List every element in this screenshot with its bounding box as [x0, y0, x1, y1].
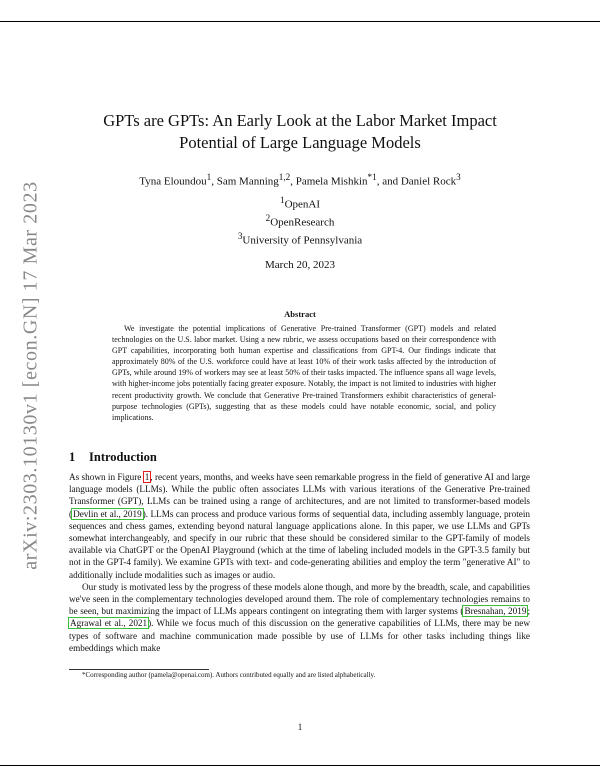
- text-run: ;: [527, 606, 530, 617]
- author-name: Sam Manning: [216, 175, 279, 188]
- affiliation-name: OpenResearch: [270, 216, 335, 229]
- affiliation: [70, 194, 530, 212]
- author-affil-sup: *1: [367, 172, 377, 182]
- title-line-1: GPTs are GPTs: An Early Look at the Labor Market Impact: [103, 111, 497, 130]
- author-affil-sup: 1,2: [278, 172, 291, 182]
- author-name: Tyna Eloundou: [139, 175, 207, 188]
- author-affil-sup: 1: [206, 172, 212, 182]
- affiliation: [70, 212, 530, 230]
- section-number: 1: [69, 450, 76, 464]
- author-affil-sup: 3: [456, 172, 461, 182]
- arxiv-id[interactable]: arXiv:2303.10130v1 [econ.GN] 17 Mar 2023: [19, 180, 42, 570]
- citation-link[interactable]: Bresnahan, 2019: [464, 606, 527, 617]
- author-name: Pamela Mishkin: [295, 175, 368, 188]
- author-name: Daniel Rock: [400, 175, 457, 188]
- affiliation-sup: 2: [265, 213, 271, 224]
- footnote-rule: [69, 669, 209, 670]
- citation-link[interactable]: Agrawal et al., 2021: [70, 618, 148, 629]
- affiliation: [70, 230, 530, 248]
- figure-link[interactable]: 1: [144, 472, 150, 482]
- abstract-text: We investigate the potential implications of Generative Pre-trained Transformer (GPT) models and related technologies on the U.S. labor market. Using a new rubric, we assess occupations based on their correspondence with GPT capabilities, incorporating both human expertise and classifications from GPT-4. Our findings indicate that approximately 80% of the U.S. workforce could have at least 10% of their work tasks affected by the introduction of GPTs, while around 19% of workers may see at least 50% of their tasks impacted. The influence spans all wage levels, with higher-income jobs potentially facing greater exposure. Notably, the impact is not limited to industries with higher recent productivity growth. We conclude that Generative Pre-trained Transformers exhibit characteristics of general-purpose technologies (GPTs), suggesting that as these models could have notable economic, social, and policy implications.: [112, 324, 496, 422]
- arxiv-stamp: [12, 180, 50, 570]
- text-run: As shown in Figure: [69, 472, 144, 482]
- abstract-heading: Abstract: [284, 309, 316, 319]
- footnote: *Corresponding author (pamela@openai.com). Authors contributed equally and are listed alphabetically.: [82, 671, 376, 679]
- paper-title: [70, 110, 530, 154]
- paragraph: [69, 581, 530, 654]
- affiliation-list: [70, 194, 530, 248]
- page-number: 1: [297, 722, 303, 732]
- section-heading: [69, 450, 157, 465]
- text-run: , recent years, months, and weeks have seen remarkable progress in the field of generative AI and large language models (LLMs). While the public often associates LLMs with various iterations of the Generative Pre-trained Transformer (GPT), LLMs can be trained using a range of architectures, and are not limited to transformer-based models (: [69, 472, 531, 519]
- text-run: Our study is motivated less by the progress of these models alone though, and more by the breadth, scale, and capabilities we've seen in the complementary technologies developed around them. The role of complementary technologies remains to be seen, but maximizing the impact of LLMs appears contingent on integrating them with larger systems (: [69, 581, 530, 617]
- paper-date: March 20, 2023: [265, 259, 335, 271]
- title-line-2: Potential of Large Language Models: [179, 133, 421, 152]
- body-text: [69, 471, 530, 654]
- affiliation-sup: 1: [279, 195, 285, 205]
- citation-link[interactable]: Devlin et al., 2019: [73, 508, 142, 519]
- text-run: ). LLMs can process and produce various forms of sequential data, including assembly language, protein sequences and chess games, extending beyond natural language applications alone. In this paper, we use LLMs and GPTs somewhat interchangeably, and specify in our rubric that these should be considered similar to the GPT-family of models available via ChatGPT or the OpenAI Playground (which at the time of labeling included models in the GPT-3.5 family but not in the GPT-4 family). We examine GPTs with text- and code-generating abilities and employ the term "generative AI" to additionally include modalities such as images or audio.: [69, 508, 530, 580]
- author-list: Tyna Eloundou$^1$, Sam Manning$^{1,2}$, Pamela Mishkin$^{*1}$, and Daniel Rock$^3$: [139, 172, 461, 188]
- page-top-border: [0, 21, 600, 22]
- page-bottom-border: [0, 765, 600, 766]
- paragraph: [69, 471, 530, 581]
- affiliation-sup: 3: [237, 231, 243, 242]
- text-run: ). While we focus much of this discussion on the generative capabilities of LLMs, there may be new types of software and machine communication made possible by use of LLMs for other tasks including things like embeddings which make: [69, 618, 530, 653]
- section-title: Introduction: [89, 450, 157, 464]
- affiliation-name: OpenAI: [284, 198, 320, 211]
- affiliation-name: University of Pennsylvania: [242, 234, 363, 247]
